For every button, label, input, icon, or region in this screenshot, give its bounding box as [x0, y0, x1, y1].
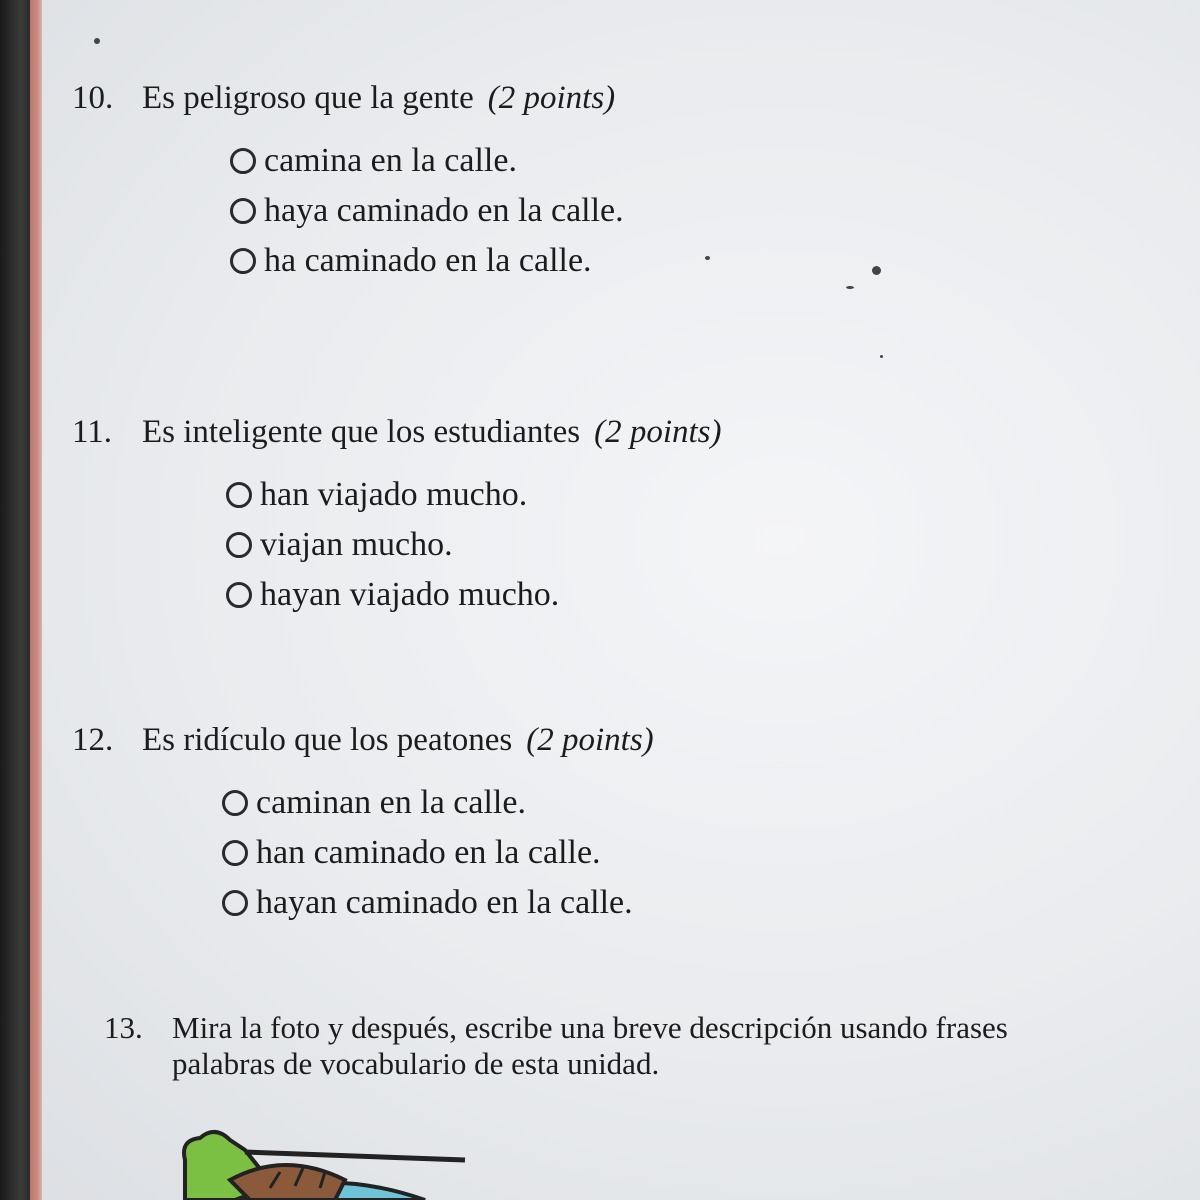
question-header: [72, 78, 624, 118]
question-prompt: Es inteligente que los estudiantes: [142, 414, 581, 450]
question-prompt: Es ridículo que los peatones: [142, 722, 513, 758]
answer-option[interactable]: [222, 778, 654, 828]
question-header: [72, 720, 654, 760]
question-prompt: Es peligroso que la gente: [142, 80, 474, 116]
question-points: (2 points): [594, 414, 722, 450]
radio-button[interactable]: [230, 248, 256, 274]
answer-option[interactable]: [226, 470, 722, 520]
option-label: ha caminado en la calle.: [264, 242, 592, 279]
answer-option[interactable]: [222, 878, 654, 928]
question-13: [104, 1010, 1194, 1082]
question-prompt-line-1: Mira la foto y después, escribe una breve descripción usando frases: [172, 1010, 1008, 1045]
option-label: caminan en la calle.: [256, 784, 526, 821]
question-10: [72, 78, 624, 286]
option-label: hayan viajado mucho.: [260, 576, 560, 613]
question-prompt-line-2: palabras de vocabulario de esta unidad.: [172, 1046, 660, 1081]
option-label: han caminado en la calle.: [256, 834, 601, 871]
page-margin-rule: [30, 0, 42, 1200]
question-number: 10.: [72, 80, 114, 116]
question-header: [72, 412, 722, 452]
option-label: viajan mucho.: [260, 526, 453, 563]
question-photo: [175, 1120, 495, 1200]
dust-speck: [880, 355, 883, 358]
option-label: hayan caminado en la calle.: [256, 884, 633, 921]
option-label: han viajado mucho.: [260, 476, 528, 513]
question-number: 12.: [72, 722, 114, 758]
answer-options: [222, 778, 654, 928]
radio-button[interactable]: [226, 482, 252, 508]
option-label: camina en la calle.: [264, 142, 517, 179]
radio-button[interactable]: [222, 790, 248, 816]
answer-options: [230, 136, 624, 286]
question-points: (2 points): [526, 722, 654, 758]
radio-button[interactable]: [230, 198, 256, 224]
question-12: [72, 720, 654, 928]
answer-option[interactable]: [230, 236, 624, 286]
dust-speck: [872, 266, 881, 275]
answer-options: [226, 470, 722, 620]
question-header: [104, 1010, 1194, 1046]
radio-button[interactable]: [226, 582, 252, 608]
option-label: haya caminado en la calle.: [264, 192, 624, 229]
radio-button[interactable]: [226, 532, 252, 558]
answer-option[interactable]: [222, 828, 654, 878]
radio-button[interactable]: [230, 148, 256, 174]
question-number: 11.: [72, 414, 113, 450]
radio-button[interactable]: [222, 840, 248, 866]
question-number: 13.: [104, 1010, 143, 1045]
answer-option[interactable]: [226, 570, 722, 620]
monitor-bezel: [0, 0, 30, 1200]
answer-option[interactable]: [226, 520, 722, 570]
answer-option[interactable]: [230, 136, 624, 186]
dust-speck: [705, 256, 710, 260]
question-points: (2 points): [487, 80, 616, 116]
cartoon-bridge-image: [175, 1120, 495, 1200]
radio-button[interactable]: [222, 890, 248, 916]
dust-speck: [846, 286, 854, 289]
answer-option[interactable]: [230, 186, 624, 236]
dust-speck: [94, 38, 100, 44]
question-11: [72, 412, 722, 620]
